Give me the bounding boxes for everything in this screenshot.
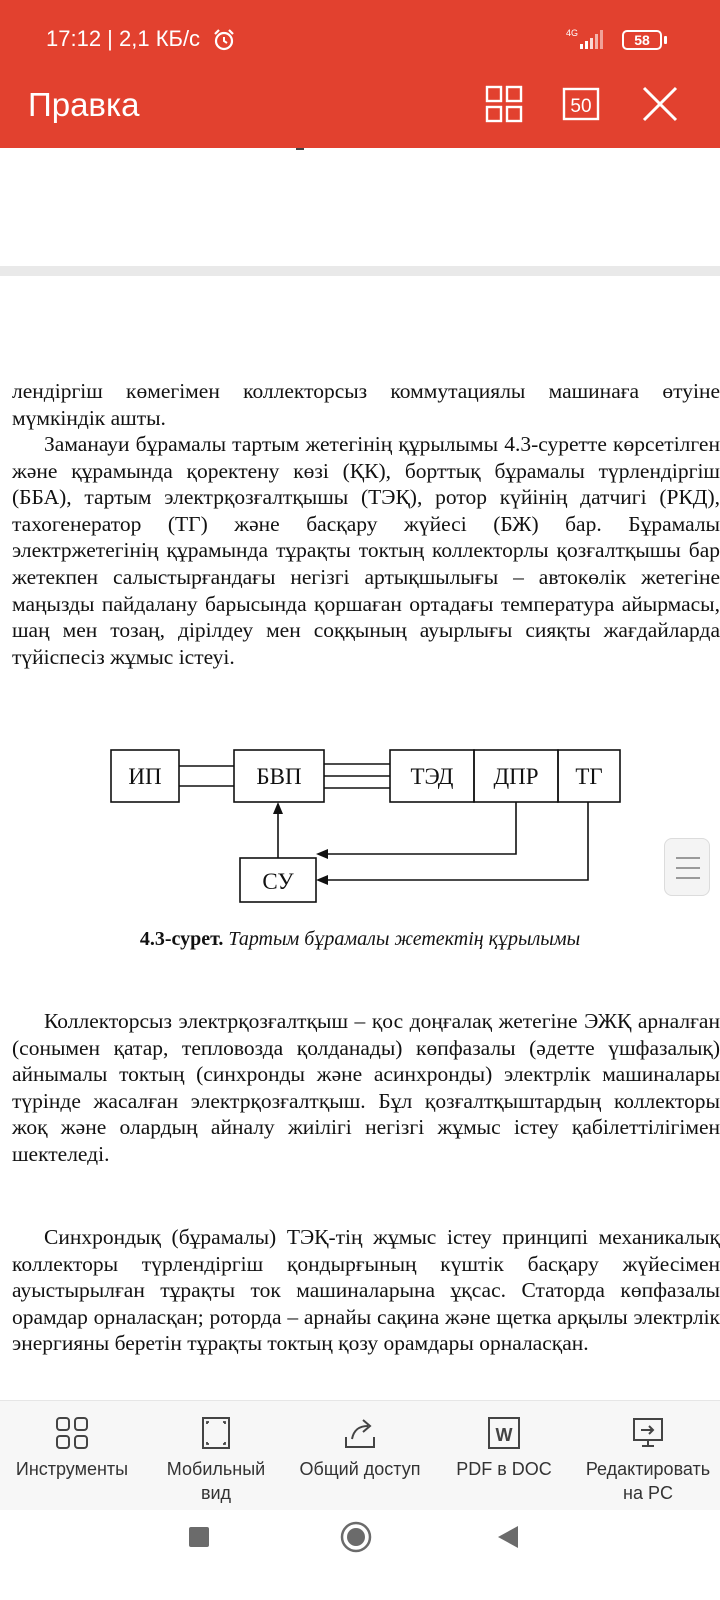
share-button[interactable]	[288, 1401, 432, 1511]
signal-4g-icon	[566, 28, 606, 50]
page-counter: 50	[570, 96, 592, 117]
page-counter-button[interactable]	[562, 84, 602, 124]
arrow-up	[273, 802, 283, 814]
mobile-view-icon	[198, 1415, 234, 1451]
document-page[interactable]	[0, 276, 720, 1400]
block-label: БВП	[256, 764, 302, 789]
tools-button[interactable]	[0, 1401, 144, 1511]
block-label: ИП	[128, 764, 162, 789]
app-title: Правка	[28, 86, 140, 123]
battery-level: 58	[634, 32, 650, 48]
battery-icon	[622, 30, 662, 50]
pdf-to-doc-button[interactable]	[432, 1401, 576, 1511]
back-button[interactable]	[496, 1524, 520, 1550]
close-button[interactable]	[640, 84, 680, 124]
figure-caption	[0, 928, 720, 951]
edit-on-pc-label: Редактировать на PC	[585, 1459, 711, 1503]
block-label: ТЭД	[410, 764, 454, 789]
word-doc-icon	[486, 1415, 522, 1451]
paragraph-1: лендіргіш көмегімен коллекторсыз коммутациялы машинаға өтуіне мүмкіндік ашты.	[12, 379, 720, 430]
system-navigation-bar	[0, 1510, 720, 1600]
previous-page-tail	[0, 148, 720, 268]
tools-icon	[54, 1415, 90, 1451]
mobile-view-button[interactable]	[144, 1401, 288, 1511]
paragraph-4: Синхрондық (бұрамалы) ТЭҚ-тің жұмыс істеу принципі механикалық коллекторы түрлендіргіш қондырғының күштік басқару жүйесімен ауыстырылған тұрақты ток машиналарына ұқсас. Статорда көпфазалы орамдар орналасқан; роторда – арнайы сақина және щетка арқылы электрлік энергияны беретін тұрақты токтың қозу орамдары орналасқан.	[12, 1225, 720, 1356]
tools-label: Инструменты	[15, 1459, 129, 1479]
block-label: СУ	[262, 869, 294, 894]
grid-view-button[interactable]	[484, 84, 524, 124]
share-label: Общий доступ	[299, 1459, 421, 1479]
scroll-handle[interactable]	[664, 838, 710, 896]
bottom-action-bar	[0, 1400, 720, 1510]
top-app-bar	[0, 0, 720, 148]
block-label: ТГ	[575, 764, 603, 789]
edit-on-pc-button[interactable]	[576, 1401, 720, 1511]
network-label: 4G	[566, 28, 579, 38]
mobile-view-label: Мобильный вид	[166, 1459, 266, 1503]
caption-text: Тартым бұрамалы жетектің құрылымы	[228, 928, 581, 950]
svg-text:W: W	[495, 1425, 513, 1445]
arrow-left-tg	[316, 875, 328, 885]
paragraph-3: Коллекторсыз электрқозғалтқыш – қос доңғалақ жетегіне ЭЖҚ арналған (сонымен қатар, тепловозда қолданады) көпфазалы (әдетте үшфазалық) айнымалы токтың (синхронды және асинхронды) электрлік машиналары түрінде жасалған электрқозғалтқыш. Бұл қозғалтқыштардың коллекторы жоқ және олардың айналу жиілігі негізгі жұмыс істеу қабілеттілігімен шектеледі.	[12, 1009, 720, 1166]
recent-apps-button[interactable]	[188, 1526, 210, 1548]
status-time: 17:12 | 2,1 КБ/с	[46, 26, 201, 51]
paragraph-2: Заманауи бұрамалы тартым жетегінің құрылымы 4.3-суретте көрсетілген және құрамында қоректену көзі (ҚК), борттық бұрамалы түрлендіргіш (ББА), тартым электрқозғалтқышы (ТЭҚ), ротор күйінің датчигі (РКД), тахогенератор (ТГ) және басқару жүйесі (БЖ) бар. Бұрамалы электржетегінің құрамында тұрақты токтың коллекторлы қозғалтқышы бар жетекпен салыстырғандағы негізгі артықшылығы – автокөлік жетегіне маңызды пайдалану барысында қоршаған ортадағы температура айырмасы, шаң мен тозаң, дірілдеу мен соққының ауырлығы сияқты жағдайларда түйіспесіз жұмыс істеуі.	[12, 432, 720, 669]
caption-label: 4.3-сурет.	[139, 928, 224, 950]
desktop-icon	[630, 1415, 666, 1451]
pdf-to-doc-label: PDF в DOC	[456, 1459, 552, 1479]
alarm-clock-icon	[212, 28, 236, 52]
page-edge-mark	[296, 148, 304, 150]
arrow-left-dpr	[316, 849, 328, 859]
page-separator	[0, 266, 720, 276]
share-icon	[342, 1415, 378, 1451]
block-label: ДПР	[493, 764, 539, 789]
home-button[interactable]	[340, 1521, 372, 1553]
battery-tip	[664, 36, 667, 44]
